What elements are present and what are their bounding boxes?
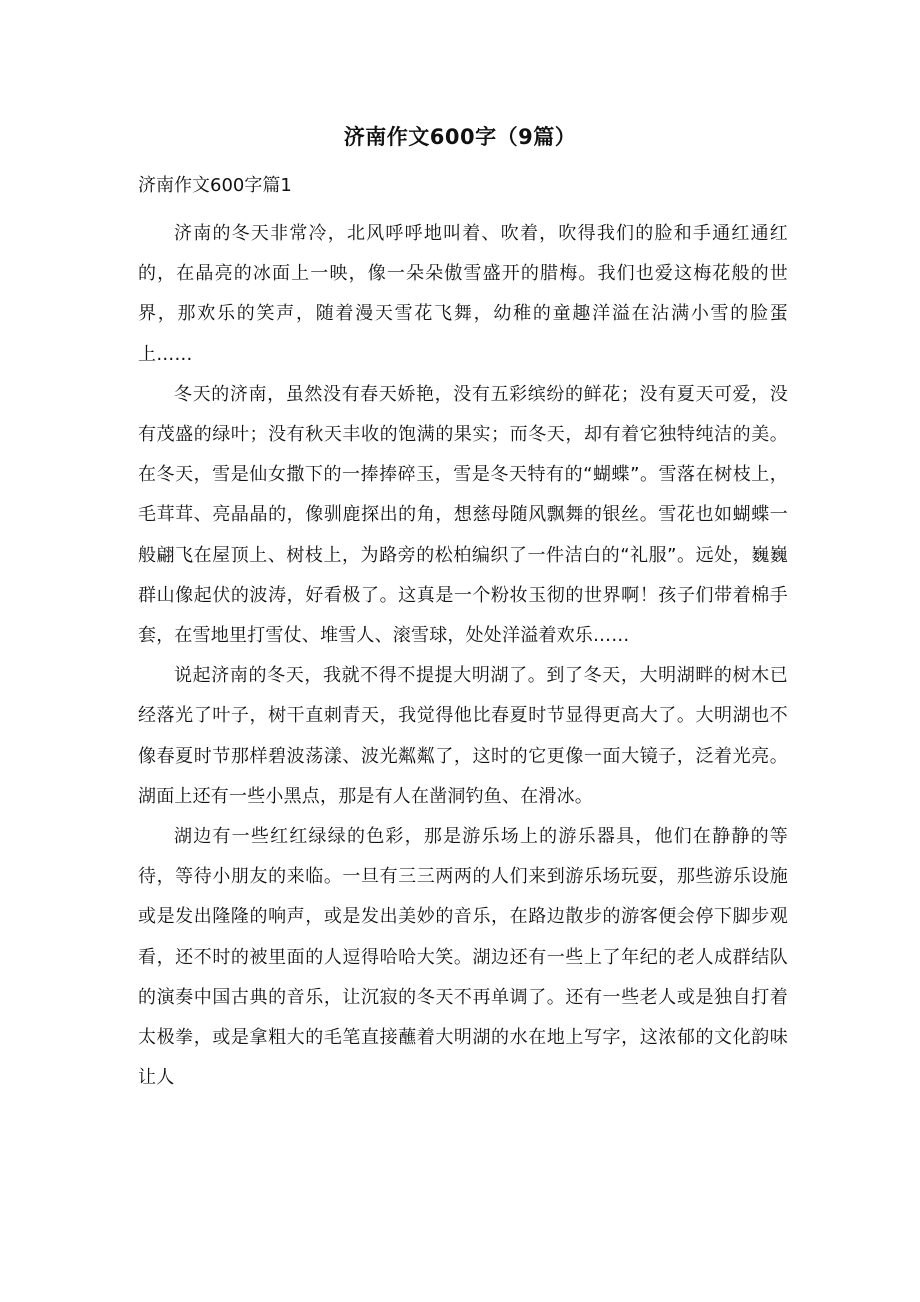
paragraph-2: 冬天的济南，虽然没有春天娇艳，没有五彩缤纷的鲜花；没有夏天可爱，没有茂盛的绿叶；没有秋天丰收的饱满的果实；而冬天，却有着它独特纯洁的美。在冬天，雪是仙女撒下的一捧捧碎玉，雪是冬天特有的“蝴蝶”。雪落在树枝上，毛茸茸、亮晶晶的，像驯鹿探出的角，想慈母随风飘舞的银丝。雪花也如蝴蝶一般翩飞在屋顶上、树枝上，为路旁的松柏编织了一件洁白的“礼服”。远处，巍巍群山像起伏的波涛，好看极了。这真是一个粉妆玉彻的世界啊！孩子们带着棉手套，在雪地里打雪仗、堆雪人、滚雪球，处处洋溢着欢乐…… <box>138 383 788 647</box>
essay-body <box>138 214 788 1098</box>
document-title: 济南作文600字（9篇） <box>343 125 577 149</box>
paragraph-3: 说起济南的冬天，我就不得不提提大明湖了。到了冬天，大明湖畔的树木已经落光了叶子，树干直刺青天，我觉得他比春夏时节显得更高大了。大明湖也不像春夏时节那样碧波荡漾、波光粼粼了，这时的它更像一面大镜子，泛着光亮。湖面上还有一些小黑点，那是有人在凿洞钓鱼、在滑冰。 <box>138 665 788 807</box>
paragraph-1: 济南的冬天非常冷，北风呼呼地叫着、吹着，吹得我们的脸和手通红通红的，在晶亮的冰面上一映，像一朵朵傲雪盛开的腊梅。我们也爱这梅花般的世界，那欢乐的笑声，随着漫天雪花飞舞，幼稚的童趣洋溢在沾满小雪的脸蛋上…… <box>138 223 788 365</box>
paragraph-4: 湖边有一些红红绿绿的色彩，那是游乐场上的游乐器具，他们在静静的等待，等待小朋友的来临。一旦有三三两两的人们来到游乐场玩耍，那些游乐设施或是发出隆隆的响声，或是发出美妙的音乐，在路边散步的游客便会停下脚步观看，还不时的被里面的人逗得哈哈大笑。湖边还有一些上了年纪的老人成群结队的演奏中国古典的音乐，让沉寂的冬天不再单调了。还有一些老人或是独自打着太极拳，或是拿粗大的毛笔直接蘸着大明湖的水在地上写字，这浓郁的文化韵味让人 <box>138 826 788 1089</box>
section-heading: 济南作文600字篇1 <box>138 175 292 196</box>
